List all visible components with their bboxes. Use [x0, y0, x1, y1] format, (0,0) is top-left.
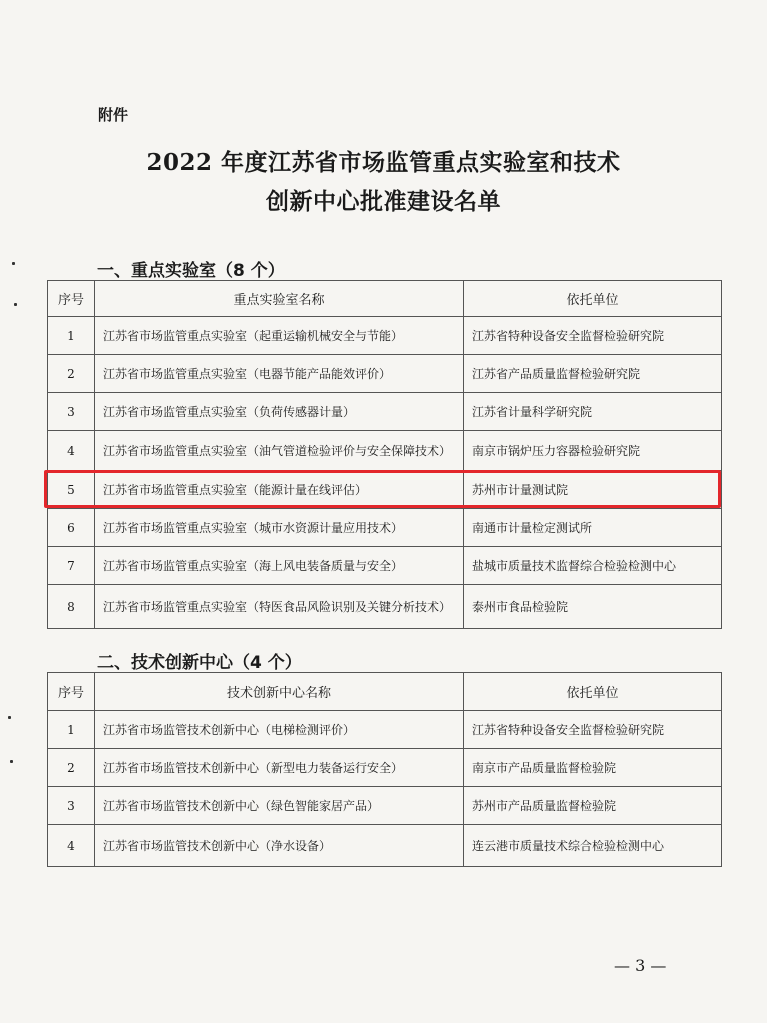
host-unit: 南通市计量检定测试所 [464, 509, 722, 547]
host-unit: 连云港市质量技术综合检验检测中心 [464, 825, 722, 867]
scan-speck [14, 303, 17, 306]
highlight-box [44, 470, 721, 508]
scan-speck [12, 262, 15, 265]
row-number: 6 [48, 509, 95, 547]
section-heading-centers: 二、技术创新中心（4 个） [97, 653, 302, 673]
row-number: 1 [48, 711, 95, 749]
lab-name: 江苏省市场监管重点实验室（特医食品风险识别及关键分析技术） [95, 585, 464, 629]
document-title-line-1: 2022 年度江苏省市场监管重点实验室和技术 [146, 149, 621, 176]
host-unit: 苏州市产品质量监督检验院 [464, 787, 722, 825]
column-header-center-name: 技术创新中心名称 [95, 673, 464, 711]
row-number: 3 [48, 393, 95, 431]
lab-name: 江苏省市场监管重点实验室（城市水资源计量应用技术） [95, 509, 464, 547]
key-lab-table [47, 280, 722, 629]
table-row [48, 787, 722, 825]
table-row [48, 547, 722, 585]
table-row [48, 317, 722, 355]
page-number: — 3 — [614, 956, 667, 975]
table-row [48, 825, 722, 867]
document-title-line-2: 创新中心批准建设名单 [266, 188, 501, 215]
innovation-center-table [47, 672, 722, 867]
column-header-lab-name: 重点实验室名称 [95, 281, 464, 317]
row-number: 5 [48, 471, 95, 509]
center-name: 江苏省市场监管技术创新中心（电梯检测评价） [95, 711, 464, 749]
table-row [48, 711, 722, 749]
column-header-number: 序号 [48, 281, 95, 317]
table-header-row [48, 281, 722, 317]
center-name: 江苏省市场监管技术创新中心（新型电力装备运行安全） [95, 749, 464, 787]
row-number: 3 [48, 787, 95, 825]
host-unit: 苏州市计量测试院 [464, 471, 722, 509]
column-header-host-unit: 依托单位 [464, 281, 722, 317]
row-number: 1 [48, 317, 95, 355]
host-unit: 江苏省特种设备安全监督检验研究院 [464, 317, 722, 355]
table-header-row [48, 673, 722, 711]
host-unit: 泰州市食品检验院 [464, 585, 722, 629]
column-header-host-unit: 依托单位 [464, 673, 722, 711]
row-number: 4 [48, 431, 95, 471]
center-name: 江苏省市场监管技术创新中心（净水设备） [95, 825, 464, 867]
scan-speck [8, 716, 11, 719]
host-unit: 盐城市质量技术监督综合检验检测中心 [464, 547, 722, 585]
column-header-number: 序号 [48, 673, 95, 711]
host-unit: 江苏省特种设备安全监督检验研究院 [464, 711, 722, 749]
table-row [48, 431, 722, 471]
lab-name: 江苏省市场监管重点实验室（油气管道检验评价与安全保障技术） [95, 431, 464, 471]
table-row [48, 749, 722, 787]
row-number: 7 [48, 547, 95, 585]
host-unit: 南京市锅炉压力容器检验研究院 [464, 431, 722, 471]
host-unit: 南京市产品质量监督检验院 [464, 749, 722, 787]
lab-name: 江苏省市场监管重点实验室（海上风电装备质量与安全） [95, 547, 464, 585]
table-row [48, 585, 722, 629]
lab-name: 江苏省市场监管重点实验室（负荷传感器计量） [95, 393, 464, 431]
section-heading-labs: 一、重点实验室（8 个） [97, 261, 285, 281]
row-number: 2 [48, 355, 95, 393]
attachment-label: 附件 [98, 106, 129, 124]
table-row [48, 393, 722, 431]
table-row [48, 509, 722, 547]
table-row [48, 355, 722, 393]
lab-name: 江苏省市场监管重点实验室（电器节能产品能效评价） [95, 355, 464, 393]
row-number: 2 [48, 749, 95, 787]
row-number: 4 [48, 825, 95, 867]
row-number: 8 [48, 585, 95, 629]
host-unit: 江苏省计量科学研究院 [464, 393, 722, 431]
host-unit: 江苏省产品质量监督检验研究院 [464, 355, 722, 393]
lab-name: 江苏省市场监管重点实验室（能源计量在线评估） [95, 471, 464, 509]
center-name: 江苏省市场监管技术创新中心（绿色智能家居产品） [95, 787, 464, 825]
lab-name: 江苏省市场监管重点实验室（起重运输机械安全与节能） [95, 317, 464, 355]
scan-speck [10, 760, 13, 763]
